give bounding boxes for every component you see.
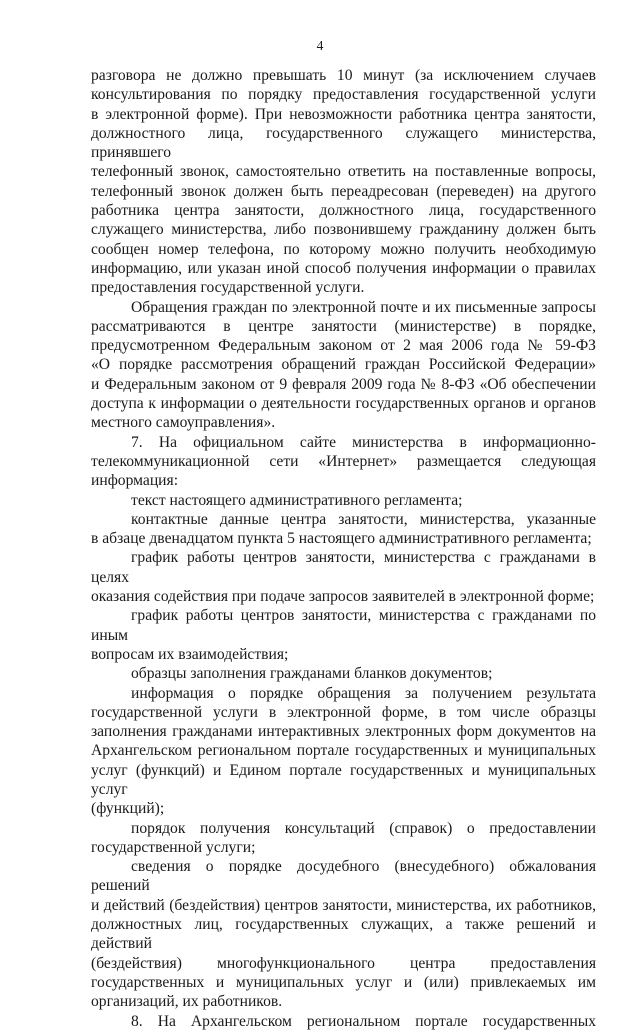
text-line: рассматриваются в центре занятости (министерстве) в порядке, <box>91 317 596 335</box>
text-line: график работы центров занятости, министерства с гражданами по иным <box>91 607 596 644</box>
text-line: разговора не должно превышать 10 минут (за исключением случаев <box>91 67 596 84</box>
text-line: сообщен номер телефона, по которому можно получить необходимую <box>91 240 596 258</box>
text-line: информация о порядке обращения за получением результата <box>131 684 596 702</box>
text-line: телефонный звонок должен быть переадресован (переведен) на другого <box>91 182 596 200</box>
text-line: в электронной форме). При невозможности работника центра занятости, <box>91 105 596 123</box>
text-line: работника центра занятости, должностного лица, государственного <box>91 202 596 220</box>
text-line: государственной услуги; <box>91 838 256 856</box>
text-line: порядок получения консультаций (справок) о предоставлении <box>131 819 596 837</box>
paragraph <box>91 1012 596 1031</box>
paragraph <box>91 66 596 298</box>
text-line: текст настоящего административного регламента; <box>131 491 463 509</box>
text-line: и действий (бездействия) центров занятости, министерства, их работников, <box>91 896 596 914</box>
text-line: государственных и муниципальных услуг и (или) привлекаемых им <box>91 973 596 991</box>
text-line: оказания содействия при подаче запросов заявителей в электронной форме; <box>91 588 595 606</box>
text-line: информация: <box>91 472 179 490</box>
text-line: Обращения граждан по электронной почте и их письменные запросы <box>131 298 596 316</box>
paragraph <box>91 491 596 510</box>
text-line: должностных лиц, государственных служащих, а также решений и действий <box>91 916 596 953</box>
text-line: заполнения гражданами интерактивных электронных форм документов на <box>91 723 596 741</box>
text-line: местного самоуправления». <box>91 414 276 432</box>
paragraph <box>91 606 596 664</box>
text-line: информацию, или указан иной способ получения информации о правилах <box>91 259 596 277</box>
text-line: вопросам их взаимодействия; <box>91 645 289 663</box>
text-line: доступа к информации о деятельности государственных органов и органов <box>91 395 596 413</box>
text-line: (функций); <box>91 800 165 818</box>
text-line: 8. На Архангельском региональном портале государственных <box>131 1012 596 1030</box>
text-line: и Федеральным законом от 9 февраля 2009 года № 8-ФЗ «Об обеспечении <box>91 375 596 393</box>
text-line: телекоммуникационной сети «Интернет» размещается следующая <box>91 452 596 470</box>
text-line: контактные данные центра занятости, министерства, указанные <box>131 510 596 528</box>
text-line: в абзаце двенадцатом пункта 5 настоящего административного регламента; <box>91 530 592 548</box>
document-body <box>91 66 596 1031</box>
text-line: консультирования по порядку предоставления государственной услуги <box>91 86 596 104</box>
paragraph <box>91 664 596 683</box>
page-number: 4 <box>316 38 324 53</box>
text-line: Архангельском региональном портале государственных и муниципальных <box>91 742 596 760</box>
text-line: предоставления государственной услуги. <box>91 279 365 297</box>
text-line: образцы заполнения гражданами бланков документов; <box>131 665 493 683</box>
text-line: «О порядке рассмотрения обращений граждан Российской Федерации» <box>91 356 596 374</box>
paragraph <box>91 684 596 819</box>
paragraph <box>91 857 596 1011</box>
paragraph <box>91 510 596 549</box>
paragraph <box>91 819 596 858</box>
text-line: сведения о порядке досудебного (внесудебного) обжалования решений <box>91 858 596 895</box>
text-line: предусмотренном Федеральным законом от 2 мая 2006 года № 59-ФЗ <box>91 337 596 355</box>
paragraph <box>91 433 596 491</box>
text-line: должностного лица, государственного служащего министерства, принявшего <box>91 124 596 162</box>
text-line: 7. На официальном сайте министерства в информационно- <box>131 433 596 451</box>
text-line: государственной услуги в электронной форме, в том числе образцы <box>91 703 596 721</box>
text-line: график работы центров занятости, министерства с гражданами в целях <box>91 549 596 586</box>
text-line: услуг (функций) и Едином портале государственных и муниципальных услуг <box>91 761 596 798</box>
paragraph <box>91 298 596 433</box>
paragraph <box>91 548 596 606</box>
text-line: организаций, их работников. <box>91 993 283 1011</box>
text-line: служащего министерства, либо позвонившему гражданину должен быть <box>91 221 596 239</box>
text-line: телефонный звонок, самостоятельно ответить на поставленные вопросы, <box>91 163 596 181</box>
text-line: (бездействия) многофункционального центра предоставления <box>91 954 596 972</box>
